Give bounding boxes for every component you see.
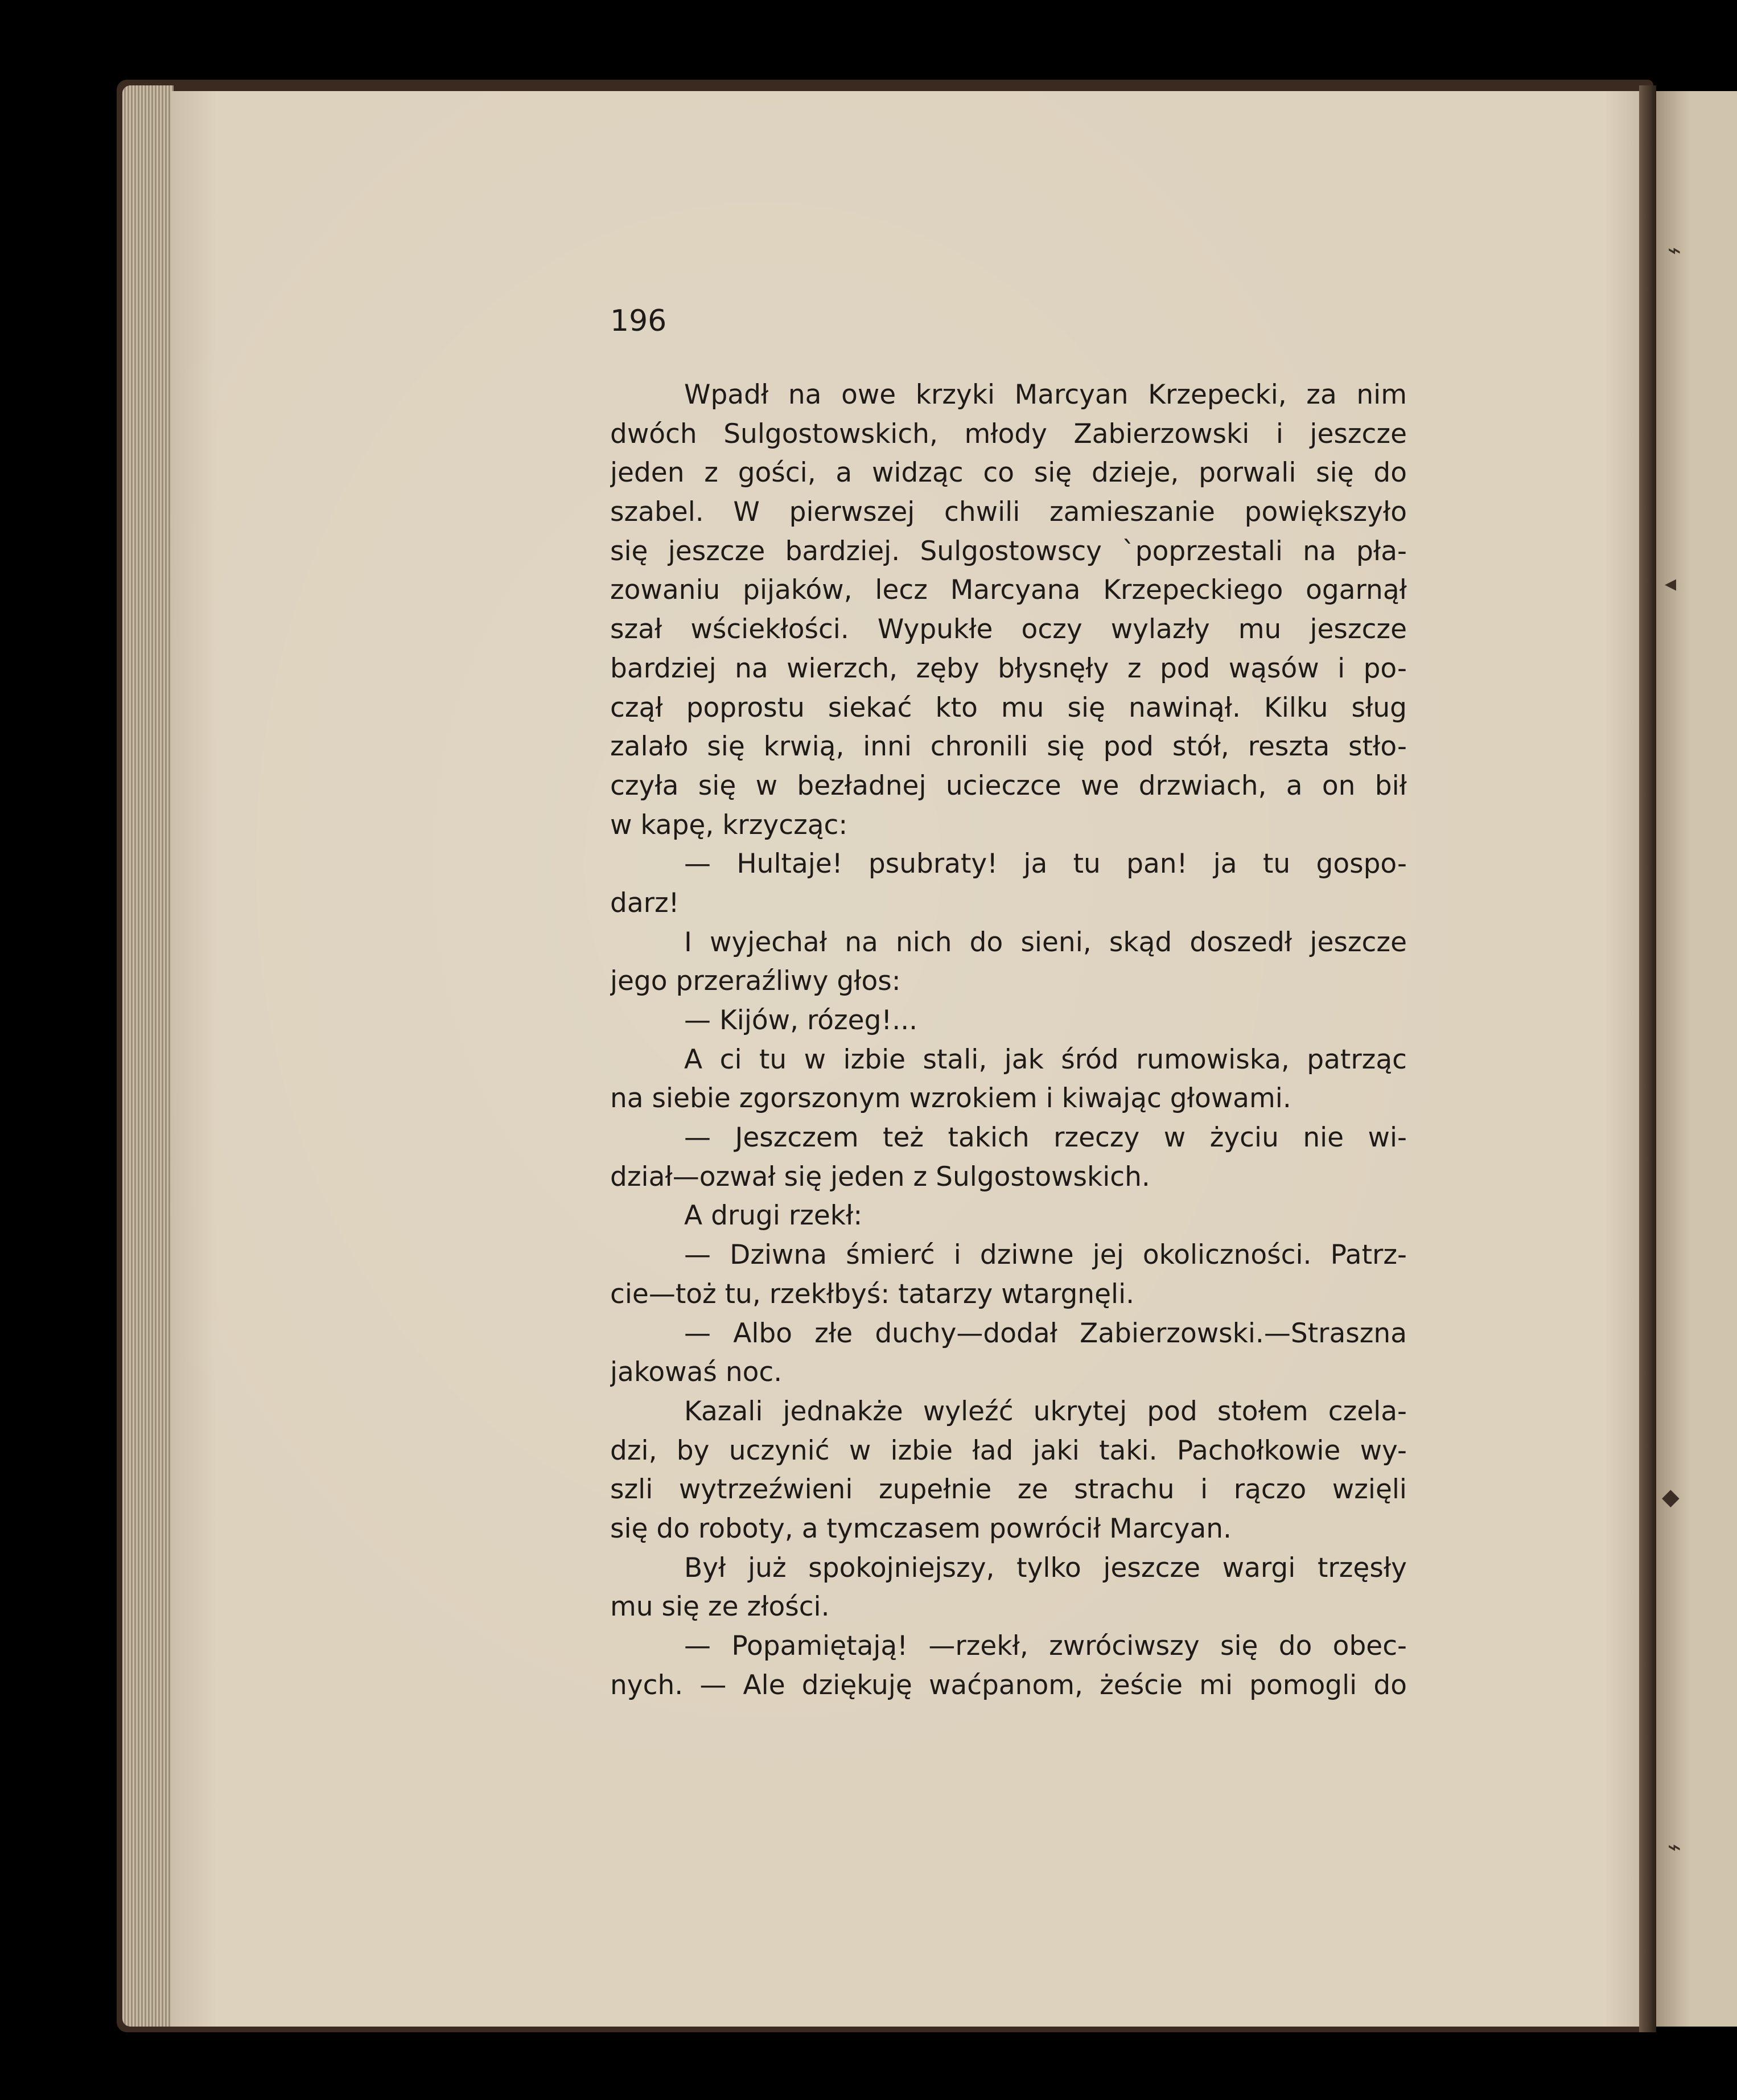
- page-edges: [122, 85, 174, 2027]
- text-line: darz!: [610, 887, 680, 919]
- text-line: mu się ze złości.: [610, 1591, 830, 1623]
- text-line: Kazali jednakże wyleźć ukrytej pod stołem czela-: [684, 1395, 1407, 1427]
- body-text: [610, 376, 1407, 1705]
- text-line: dzi, by uczynić w izbie ład jaki taki. Pachołkowie wy-: [610, 1435, 1407, 1466]
- text-line: dział—ozwał się jeden z Sulgostowskich.: [610, 1161, 1150, 1193]
- page-mark-icon: ◆: [1662, 1484, 1680, 1510]
- text-line: w kapę, krzycząc:: [610, 809, 848, 841]
- page-mark-icon: ⌁: [1668, 237, 1682, 264]
- page-mark-icon: ⌁: [1668, 1834, 1682, 1860]
- text-line: dwóch Sulgostowskich, młody Zabierzowski i jeszcze: [610, 418, 1407, 450]
- text-line: jakowaś noc.: [610, 1357, 783, 1388]
- book-gutter: [1639, 85, 1656, 2032]
- text-line: A drugi rzekł:: [684, 1200, 863, 1232]
- text-line: szał wściekłości. Wypukłe oczy wylazły mu jeszcze: [610, 614, 1407, 646]
- text-line: Wpadł na owe krzyki Marcyan Krzepecki, za nim: [684, 379, 1407, 410]
- text-line: nych. — Ale dziękuję waćpanom, żeście mi pomogli do: [610, 1669, 1407, 1701]
- text-line: się jeszcze bardziej. Sulgostowscy `poprzestali na pła-: [610, 535, 1407, 567]
- text-line: A ci tu w izbie stali, jak śród rumowiska, patrząc: [684, 1043, 1407, 1075]
- text-line: szabel. W pierwszej chwili zamieszanie powiększyło: [610, 496, 1407, 528]
- text-line: — Kijów, rózeg!...: [684, 1005, 918, 1036]
- text-line: — Jeszczem też takich rzeczy w życiu nie wi-: [684, 1122, 1407, 1154]
- text-line: I wyjechał na nich do sieni, skąd doszedł jeszcze: [684, 926, 1407, 958]
- page-number: 196: [610, 304, 667, 338]
- text-line: jego przeraźliwy głos:: [610, 965, 901, 997]
- text-line: czyła się w bezładnej ucieczce we drzwiach, a on bił: [610, 770, 1407, 802]
- text-line: — Albo złe duchy—dodał Zabierzowski.—Straszna: [684, 1317, 1407, 1349]
- text-line: Był już spokojniejszy, tylko jeszcze wargi trzęsły: [684, 1552, 1407, 1584]
- text-line: zalało się krwią, inni chronili się pod stół, reszta stło-: [610, 731, 1407, 763]
- text-line: zowaniu pijaków, lecz Marcyana Krzepeckiego ogarnął: [610, 574, 1407, 606]
- text-line: — Popamiętają! —rzekł, zwróciwszy się do obec-: [684, 1630, 1407, 1662]
- text-line: na siebie zgorszonym wzrokiem i kiwając głowami.: [610, 1083, 1291, 1115]
- text-line: czął poprostu siekać kto mu się nawinął. Kilku sług: [610, 692, 1407, 724]
- text-line: cie—toż tu, rzekłbyś: tatarzy wtargnęli.: [610, 1278, 1135, 1310]
- text-line: bardziej na wierzch, zęby błysnęły z pod wąsów i po-: [610, 652, 1407, 684]
- text-line: — Hultaje! psubraty! ja tu pan! ja tu gospo-: [684, 848, 1407, 880]
- text-line: jeden z gości, a widząc co się dzieje, porwali się do: [610, 457, 1407, 489]
- text-line: się do roboty, a tymczasem powrócił Marcyan.: [610, 1513, 1232, 1544]
- facing-page-edge: [1656, 91, 1737, 2027]
- text-line: szli wytrzeźwieni zupełnie ze strachu i rączo wzięli: [610, 1474, 1407, 1506]
- page-mark-icon: ◂: [1665, 570, 1677, 597]
- text-line: — Dziwna śmierć i dziwne jej okoliczności. Patrz-: [684, 1239, 1407, 1271]
